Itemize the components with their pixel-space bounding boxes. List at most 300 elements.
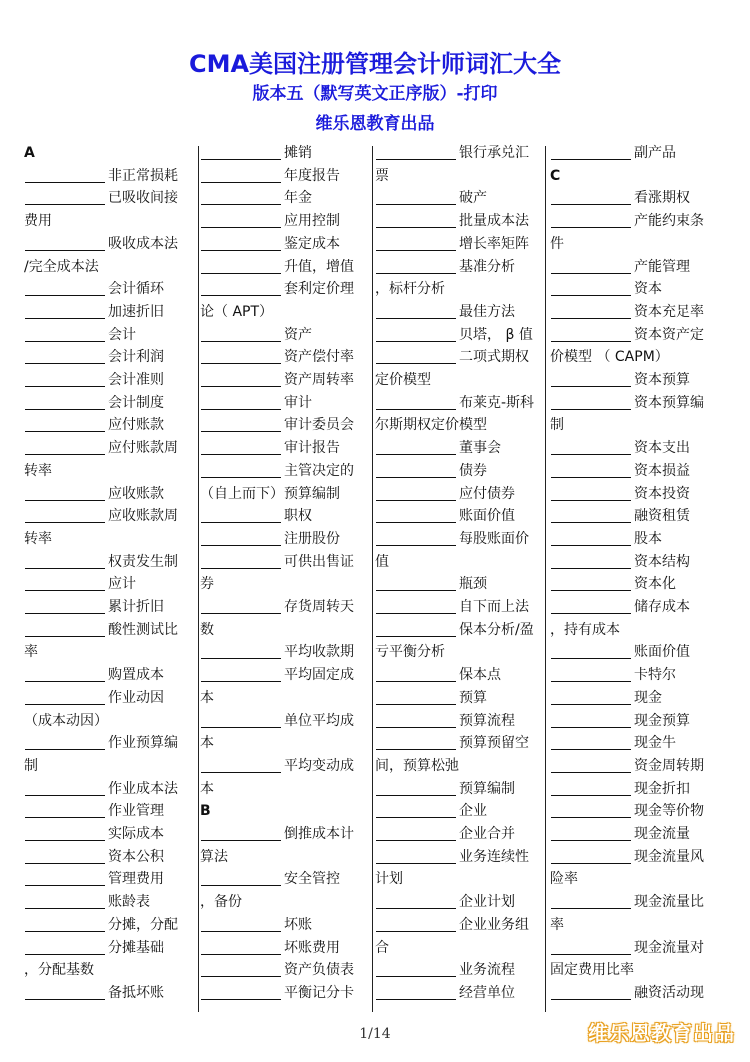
fill-in-blank	[376, 256, 456, 274]
glossary-entry	[24, 551, 192, 573]
term-continuation-row	[375, 551, 543, 573]
glossary-entry	[375, 959, 543, 981]
fill-in-blank	[201, 210, 281, 228]
term-label: 业务流程	[459, 962, 515, 979]
glossary-entry	[200, 641, 368, 663]
term-label: 鉴定成本	[284, 235, 340, 252]
fill-in-blank	[201, 392, 281, 410]
term-label: 资本公积	[108, 848, 164, 865]
glossary-entry	[200, 392, 368, 414]
term-label: 平均变动成	[284, 757, 354, 774]
glossary-entry	[200, 982, 368, 1004]
fill-in-blank	[551, 846, 631, 864]
glossary-entry	[24, 414, 192, 436]
fill-in-blank	[25, 324, 105, 342]
glossary-entry	[550, 505, 718, 527]
glossary-entry	[375, 233, 543, 255]
section-letter: B	[200, 803, 211, 820]
term-label: 董事会	[459, 440, 501, 457]
term-continuation: 券	[200, 576, 214, 593]
fill-in-blank	[201, 710, 281, 728]
term-label: 资本投资	[634, 485, 690, 502]
glossary-entry	[200, 710, 368, 732]
section-letter: A	[24, 145, 35, 161]
glossary-entry	[24, 732, 192, 754]
watermark-logo: 维乐恩教育出品	[588, 1021, 735, 1045]
glossary-entry	[375, 142, 543, 164]
glossary-column-1	[24, 142, 194, 1010]
term-label: 现金流量	[634, 826, 690, 842]
term-label: 融资租赁	[634, 508, 690, 525]
section-letter-row	[24, 142, 192, 164]
term-continuation-row	[375, 937, 543, 959]
term-label: 平均收款期	[284, 644, 354, 661]
glossary-columns	[24, 142, 724, 1012]
term-label: 资金周转期	[634, 757, 704, 774]
term-continuation-row	[200, 483, 368, 505]
term-continuation: 转率	[24, 530, 52, 547]
term-label: 倒推成本计	[284, 826, 354, 842]
glossary-entry	[24, 823, 192, 845]
glossary-entry	[550, 937, 718, 959]
term-label: 债券	[459, 462, 487, 479]
term-continuation-row	[375, 369, 543, 391]
term-label: 二项式期权	[459, 349, 529, 366]
term-continuation: 票	[375, 167, 389, 184]
term-continuation: 亏平衡分析	[375, 644, 445, 661]
fill-in-blank	[201, 142, 281, 160]
glossary-entry	[24, 868, 192, 890]
term-continuation: 合	[375, 939, 389, 956]
fill-in-blank	[25, 846, 105, 864]
glossary-entry	[375, 437, 543, 459]
fill-in-blank	[201, 460, 281, 478]
term-label: 年度报告	[284, 167, 340, 184]
term-label: 瓶颈	[459, 576, 487, 593]
glossary-entry	[24, 278, 192, 300]
glossary-entry	[200, 528, 368, 550]
glossary-entry	[375, 505, 543, 527]
fill-in-blank	[551, 551, 631, 569]
term-label: 资本化	[634, 576, 676, 593]
term-continuation: 数	[200, 621, 214, 638]
fill-in-blank	[376, 301, 456, 319]
term-continuation-row	[200, 778, 368, 800]
glossary-entry	[550, 460, 718, 482]
glossary-entry	[200, 755, 368, 777]
fill-in-blank	[25, 687, 105, 705]
term-label: 应付债券	[459, 485, 515, 502]
term-continuation: 本	[200, 689, 214, 706]
glossary-entry	[200, 914, 368, 936]
fill-in-blank	[201, 823, 281, 841]
glossary-entry	[550, 301, 718, 323]
term-continuation: ，分配基数	[24, 962, 94, 979]
term-label: 资本预算编	[634, 394, 704, 411]
term-label: 股本	[634, 530, 662, 547]
fill-in-blank	[25, 346, 105, 364]
term-continuation-row	[24, 710, 192, 732]
term-label: 备抵坏账	[108, 984, 164, 1001]
glossary-entry	[24, 505, 192, 527]
glossary-entry	[200, 868, 368, 890]
fill-in-blank	[201, 233, 281, 251]
fill-in-blank	[376, 982, 456, 1000]
term-label: 分摊基础	[108, 939, 164, 956]
glossary-entry	[24, 937, 192, 959]
fill-in-blank	[551, 687, 631, 705]
term-continuation: 费用	[24, 213, 52, 230]
glossary-entry	[550, 278, 718, 300]
term-continuation: 固定费用比率	[550, 962, 634, 979]
fill-in-blank	[376, 233, 456, 251]
term-continuation: 本	[200, 735, 214, 752]
glossary-entry	[550, 551, 718, 573]
term-continuation: 论（ APT）	[200, 303, 274, 320]
fill-in-blank	[201, 369, 281, 387]
glossary-entry	[550, 369, 718, 391]
term-label: 现金预算	[634, 712, 690, 729]
fill-in-blank	[551, 256, 631, 274]
term-continuation: ，备份	[200, 894, 242, 911]
term-label: 布莱克-斯科	[459, 394, 535, 411]
term-continuation-row	[24, 641, 192, 663]
term-continuation-row	[375, 165, 543, 187]
term-label: 现金等价物	[634, 803, 704, 820]
glossary-entry	[24, 233, 192, 255]
term-label: 应收账款周	[108, 508, 178, 525]
glossary-entry	[375, 778, 543, 800]
fill-in-blank	[376, 823, 456, 841]
term-label: 资产负债表	[284, 962, 354, 979]
fill-in-blank	[551, 596, 631, 614]
fill-in-blank	[376, 210, 456, 228]
glossary-entry	[24, 324, 192, 346]
fill-in-blank	[376, 505, 456, 523]
term-label: 资本损益	[634, 462, 690, 479]
term-continuation-row	[375, 278, 543, 300]
term-continuation-row	[375, 755, 543, 777]
glossary-entry	[24, 664, 192, 686]
term-label: 应收账款	[108, 485, 164, 502]
term-label: 增长率矩阵	[459, 235, 529, 252]
glossary-entry	[200, 165, 368, 187]
term-continuation-row	[24, 460, 192, 482]
fill-in-blank	[201, 165, 281, 183]
term-label: 银行承兑汇	[459, 145, 529, 161]
term-label: 资本支出	[634, 440, 690, 457]
glossary-entry	[200, 346, 368, 368]
term-label: 资本结构	[634, 553, 690, 570]
term-label: 应计	[108, 576, 136, 593]
term-continuation: （成本动因）	[24, 712, 108, 729]
column-divider	[198, 146, 199, 1012]
term-label: 基准分析	[459, 258, 515, 275]
term-label: 平衡记分卡	[284, 984, 354, 1001]
term-label: 会计制度	[108, 394, 164, 411]
term-continuation-row	[550, 414, 718, 436]
fill-in-blank	[25, 732, 105, 750]
fill-in-blank	[376, 573, 456, 591]
term-label: 现金	[634, 689, 662, 706]
term-label: 单位平均成	[284, 712, 354, 729]
fill-in-blank	[25, 165, 105, 183]
fill-in-blank	[376, 846, 456, 864]
fill-in-blank	[376, 324, 456, 342]
term-label: 经营单位	[459, 984, 515, 1001]
term-label: 现金折扣	[634, 780, 690, 797]
term-label: 分摊，分配	[108, 916, 178, 933]
glossary-entry	[24, 369, 192, 391]
term-label: 加速折旧	[108, 303, 164, 320]
fill-in-blank	[551, 891, 631, 909]
term-label: 现金牛	[634, 735, 676, 752]
glossary-entry	[375, 982, 543, 1004]
glossary-entry	[200, 233, 368, 255]
fill-in-blank	[201, 187, 281, 205]
fill-in-blank	[551, 573, 631, 591]
glossary-entry	[200, 210, 368, 232]
term-label: 坏账费用	[284, 939, 340, 956]
fill-in-blank	[376, 596, 456, 614]
fill-in-blank	[201, 505, 281, 523]
fill-in-blank	[201, 278, 281, 296]
glossary-entry	[24, 619, 192, 641]
term-label: 保本分析/盈	[459, 621, 534, 638]
term-label: 升值，增值	[284, 258, 354, 275]
fill-in-blank	[551, 142, 631, 160]
glossary-entry	[24, 301, 192, 323]
term-continuation-row	[24, 256, 192, 278]
term-label: 摊销	[284, 145, 312, 161]
term-continuation-row	[200, 619, 368, 641]
glossary-entry	[375, 596, 543, 618]
term-label: 购置成本	[108, 667, 164, 684]
glossary-entry	[550, 823, 718, 845]
term-continuation-row	[550, 233, 718, 255]
glossary-entry	[200, 414, 368, 436]
term-continuation: 价模型 （ CAPM）	[550, 349, 669, 366]
term-continuation-row	[375, 641, 543, 663]
fill-in-blank	[201, 664, 281, 682]
glossary-entry	[375, 710, 543, 732]
fill-in-blank	[201, 937, 281, 955]
glossary-entry	[375, 346, 543, 368]
glossary-entry	[200, 256, 368, 278]
glossary-entry	[550, 778, 718, 800]
term-label: 作业成本法	[108, 780, 178, 797]
term-continuation: 算法	[200, 848, 228, 865]
glossary-entry	[375, 528, 543, 550]
term-label: 现金流量对	[634, 939, 704, 956]
fill-in-blank	[376, 528, 456, 546]
glossary-entry	[375, 732, 543, 754]
fill-in-blank	[376, 891, 456, 909]
term-label: 作业预算编	[108, 735, 178, 752]
term-continuation-row	[200, 891, 368, 913]
term-label: 卡特尔	[634, 667, 676, 684]
glossary-entry	[550, 573, 718, 595]
glossary-entry	[24, 800, 192, 822]
glossary-entry	[550, 392, 718, 414]
fill-in-blank	[25, 937, 105, 955]
glossary-column-4	[550, 142, 720, 1010]
glossary-entry	[200, 324, 368, 346]
term-label: 非正常损耗	[108, 167, 178, 184]
fill-in-blank	[201, 256, 281, 274]
fill-in-blank	[376, 483, 456, 501]
term-label: 累计折旧	[108, 599, 164, 615]
term-label: 会计利润	[108, 349, 164, 366]
term-label: 资本	[634, 281, 662, 298]
glossary-entry	[24, 778, 192, 800]
glossary-entry	[24, 483, 192, 505]
term-label: 酸性测试比	[108, 621, 178, 638]
fill-in-blank	[551, 483, 631, 501]
term-continuation-row	[24, 528, 192, 550]
term-continuation-row	[200, 301, 368, 323]
page-number: 1/14	[359, 1026, 391, 1042]
fill-in-blank	[551, 800, 631, 818]
fill-in-blank	[551, 641, 631, 659]
term-label: 应付账款	[108, 417, 164, 434]
section-letter-row	[200, 800, 368, 822]
term-label: 作业动因	[108, 689, 164, 706]
fill-in-blank	[376, 778, 456, 796]
fill-in-blank	[551, 278, 631, 296]
term-label: 套利定价理	[284, 281, 354, 298]
term-continuation: 率	[24, 644, 38, 661]
glossary-column-3	[375, 142, 545, 1010]
term-label: 现金流量比	[634, 894, 704, 911]
fill-in-blank	[551, 460, 631, 478]
fill-in-blank	[551, 505, 631, 523]
term-continuation: （自上而下）预算编制	[200, 485, 340, 502]
fill-in-blank	[376, 710, 456, 728]
term-label: 保本点	[459, 667, 501, 684]
fill-in-blank	[376, 187, 456, 205]
fill-in-blank	[25, 891, 105, 909]
glossary-entry	[375, 324, 543, 346]
term-label: 融资活动现	[634, 984, 704, 1001]
glossary-entry	[550, 891, 718, 913]
glossary-entry	[200, 278, 368, 300]
fill-in-blank	[25, 573, 105, 591]
glossary-entry	[375, 619, 543, 641]
fill-in-blank	[25, 187, 105, 205]
glossary-entry	[24, 891, 192, 913]
fill-in-blank	[25, 619, 105, 637]
glossary-entry	[24, 346, 192, 368]
term-label: 平均固定成	[284, 667, 354, 684]
term-continuation-row	[200, 687, 368, 709]
term-label: 注册股份	[284, 530, 340, 547]
column-divider	[372, 146, 373, 1012]
glossary-entry	[200, 187, 368, 209]
fill-in-blank	[25, 369, 105, 387]
term-continuation: 险率	[550, 871, 578, 888]
term-label: 职权	[284, 508, 312, 525]
glossary-column-2	[200, 142, 370, 1010]
glossary-entry	[24, 914, 192, 936]
term-continuation-row	[24, 959, 192, 981]
term-continuation-row	[200, 732, 368, 754]
glossary-entry	[550, 324, 718, 346]
term-label: 预算预留空	[459, 735, 529, 752]
term-continuation: 本	[200, 780, 214, 797]
glossary-entry	[200, 505, 368, 527]
glossary-entry	[550, 982, 718, 1004]
term-label: 账龄表	[108, 894, 150, 911]
glossary-entry	[200, 551, 368, 573]
term-label: 看涨期权	[634, 190, 690, 207]
glossary-entry	[550, 142, 718, 164]
glossary-entry	[200, 823, 368, 845]
fill-in-blank	[25, 483, 105, 501]
term-label: 审计	[284, 394, 312, 411]
document-title: CMA美国注册管理会计师词汇大全	[188, 50, 562, 78]
fill-in-blank	[201, 346, 281, 364]
term-label: 应付账款周	[108, 440, 178, 457]
term-label: 资产偿付率	[284, 349, 354, 366]
term-continuation-row	[24, 755, 192, 777]
term-continuation: 转率	[24, 462, 52, 479]
term-label: 企业	[459, 803, 487, 820]
glossary-entry	[24, 687, 192, 709]
fill-in-blank	[201, 551, 281, 569]
term-continuation-row	[375, 868, 543, 890]
term-label: 年金	[284, 190, 312, 207]
glossary-entry	[200, 369, 368, 391]
term-continuation: 尔斯期权定价模型	[375, 417, 487, 434]
fill-in-blank	[551, 437, 631, 455]
glossary-entry	[550, 483, 718, 505]
fill-in-blank	[551, 369, 631, 387]
term-continuation-row	[375, 414, 543, 436]
section-letter-row	[550, 165, 718, 187]
term-label: 业务连续性	[459, 848, 529, 865]
term-label: 预算编制	[459, 780, 515, 797]
fill-in-blank	[201, 324, 281, 342]
fill-in-blank	[551, 937, 631, 955]
fill-in-blank	[201, 596, 281, 614]
term-label: 批量成本法	[459, 213, 529, 230]
term-continuation: 制	[24, 757, 38, 774]
term-continuation-row	[550, 346, 718, 368]
term-continuation-row	[550, 619, 718, 641]
term-label: 每股账面价	[459, 530, 529, 547]
fill-in-blank	[25, 868, 105, 886]
section-letter: C	[550, 167, 561, 184]
glossary-entry	[375, 483, 543, 505]
term-label: 资产周转率	[284, 372, 354, 388]
fill-in-blank	[376, 392, 456, 410]
fill-in-blank	[376, 800, 456, 818]
fill-in-blank	[376, 959, 456, 977]
glossary-entry	[550, 664, 718, 686]
term-label: 企业业务组	[459, 916, 529, 933]
glossary-entry	[375, 664, 543, 686]
glossary-entry	[550, 528, 718, 550]
fill-in-blank	[25, 982, 105, 1000]
term-label: 应用控制	[284, 213, 340, 230]
fill-in-blank	[25, 778, 105, 796]
glossary-entry	[550, 187, 718, 209]
fill-in-blank	[376, 732, 456, 750]
fill-in-blank	[201, 755, 281, 773]
glossary-entry	[24, 392, 192, 414]
column-divider	[545, 146, 546, 1012]
